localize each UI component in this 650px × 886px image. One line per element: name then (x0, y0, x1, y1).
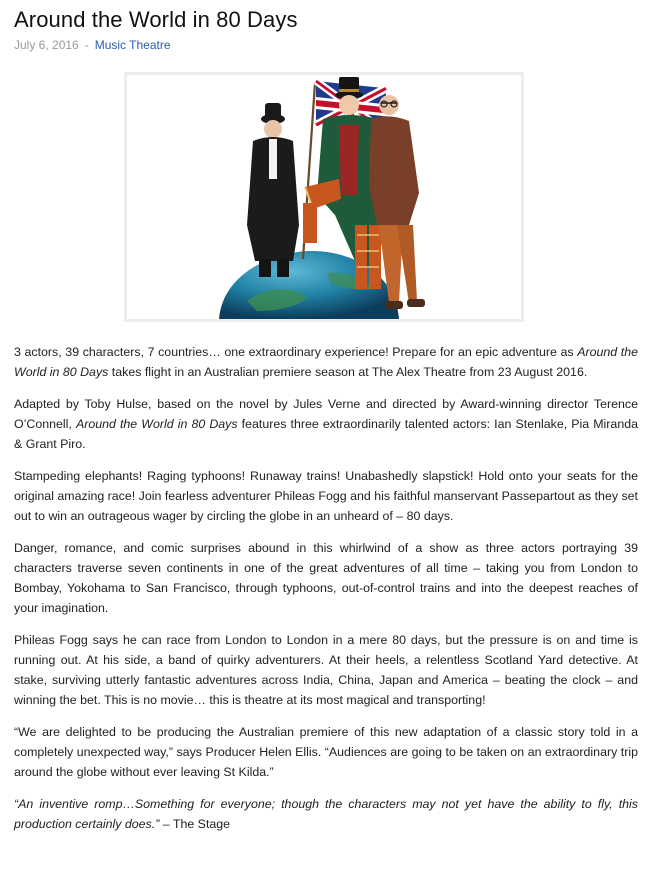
review-quote-italic: “An inventive romp…Something for everyone; though the characters may not yet have the ability to fly, this production certainly does.” (14, 797, 638, 831)
show-title-italic: Around the World in 80 Days (75, 417, 238, 431)
paragraph-producer-quote: “We are delighted to be producing the Australian premiere of this new adaptation of a classic story told in a completely unexpected way,” says Producer Helen Ellis. “Audiences are going to be taken on an extraordinary trip around the globe without ever leaving St Kilda.” (14, 725, 638, 779)
show-title-italic: Around the World in 80 Days (14, 345, 638, 379)
photo-three-actors-with-union-jack-and-globe (127, 75, 521, 319)
meta-separator: - (84, 38, 89, 52)
featured-image (124, 72, 524, 322)
category-link[interactable]: Music Theatre (94, 38, 171, 52)
paragraph-review-quote (14, 794, 638, 834)
paragraph-credits: Adapted by Toby Hulse, based on the novel by Jules Verne and directed by Award-winning director Terence O’Connell, Around the World in 80 Days features three extraordinarily talented actors: Ian Stenlake, Pia Miranda & Grant Piro. (14, 397, 638, 451)
review-source: – The Stage (159, 817, 231, 831)
paragraph-plot: Phileas Fogg says he can race from London to London in a mere 80 days, but the pressure is on and time is running out. At his side, a band of quirky adventurers. At their heels, a relentless Scotland Yard detective. At stake, surviving utterly fantastic adventures across India, China, Japan and America – beating the clock – and winning the bet. This is no movie… this is theatre at its most magical and transporting! (14, 633, 638, 707)
paragraph-description: Danger, romance, and comic surprises abound in this whirlwind of a show as three actors portraying 39 characters traverse seven continents in one of the great adventures of all time – taking you from London to Bombay, Yokohama to San Francisco, through typhoons, out-of-control trains and into the deepest reaches of your imagination. (14, 541, 638, 615)
article-body (14, 342, 638, 846)
paragraph-synopsis: Stampeding elephants! Raging typhoons! Runaway trains! Unabashedly slapstick! Hold onto your seats for the original amazing race! Join fearless adventurer Phileas Fogg and his faithful manservant Passepartout as they set out to win an outrageous wager by circling the globe in an unheard of – 80 days. (14, 469, 639, 523)
actor-left (247, 103, 299, 277)
post-meta (14, 38, 171, 52)
page-title: Around the World in 80 Days (14, 7, 298, 32)
paragraph-intro: 3 actors, 39 characters, 7 countries… one extraordinary experience! Prepare for an epic adventure as Around the World in 80 Days takes flight in an Australian premiere season at The Alex Theatre from 23 August 2016. (14, 345, 638, 379)
post-date: July 6, 2016 (14, 38, 79, 52)
